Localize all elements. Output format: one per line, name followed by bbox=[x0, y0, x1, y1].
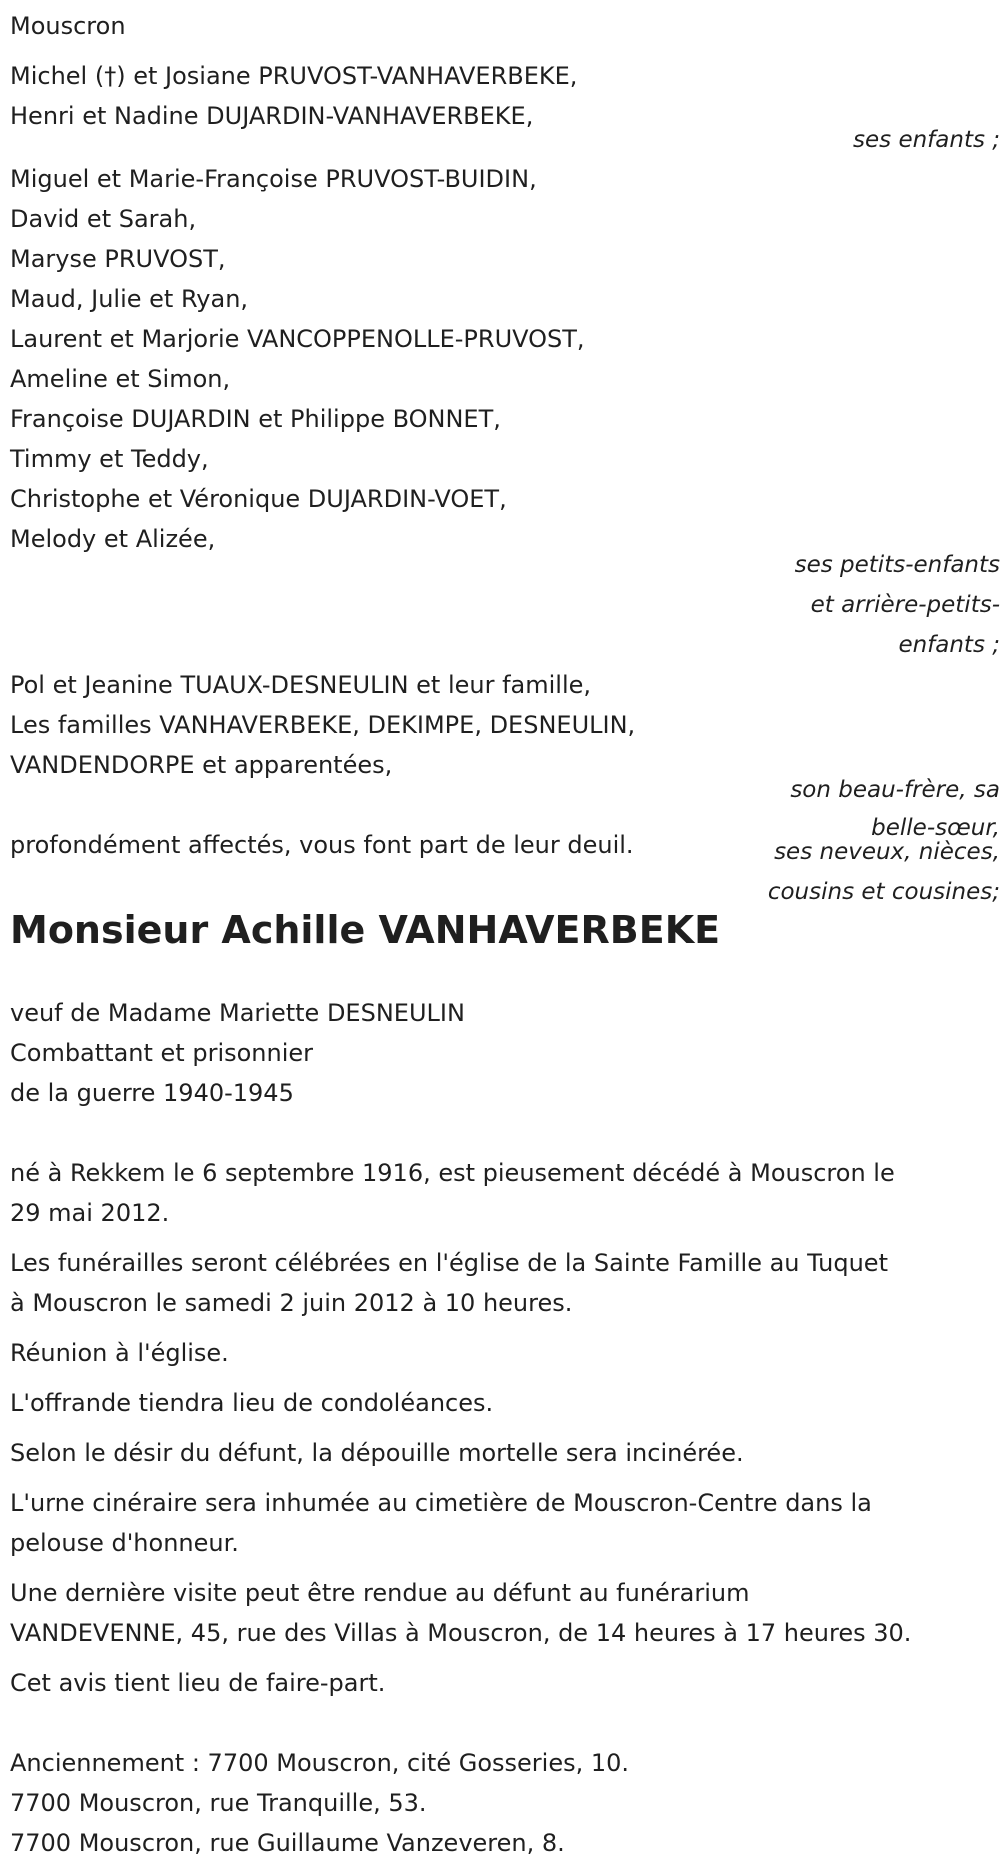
grandchild-line: Miguel et Marie-Françoise PRUVOST-BUIDIN, bbox=[10, 165, 537, 193]
children-line: Michel (†) et Josiane PRUVOST-VANHAVERBEKE, bbox=[10, 62, 578, 90]
grandchild-line: Melody et Alizée, bbox=[10, 525, 216, 553]
paragraph-line: Réunion à l'église. bbox=[10, 1339, 229, 1367]
paragraph-line: L'urne cinéraire sera inhumée au cimetière de Mouscron-Centre dans la bbox=[10, 1489, 872, 1517]
paragraph-line: L'offrande tiendra lieu de condoléances. bbox=[10, 1389, 494, 1417]
family-line: Pol et Jeanine TUAUX-DESNEULIN et leur famille, bbox=[10, 671, 592, 699]
children-role: ses enfants ; bbox=[853, 127, 1000, 153]
announcement: profondément affectés, vous font part de leur deuil. bbox=[10, 831, 634, 859]
family-role: ses neveux, nièces, bbox=[774, 839, 1000, 865]
family-role: son beau-frère, sa bbox=[790, 777, 1000, 803]
deceased-name: Monsieur Achille VANHAVERBEKE bbox=[10, 908, 721, 952]
paragraph-line: 29 mai 2012. bbox=[10, 1199, 170, 1227]
grandchild-line: Timmy et Teddy, bbox=[10, 445, 209, 473]
paragraph-line: Cet avis tient lieu de faire-part. bbox=[10, 1669, 386, 1697]
grandchildren-role: enfants ; bbox=[898, 632, 1000, 658]
grandchild-line: Laurent et Marjorie VANCOPPENOLLE-PRUVOST, bbox=[10, 325, 585, 353]
address-line: Anciennement : 7700 Mouscron, cité Gosseries, 10. bbox=[10, 1749, 630, 1777]
deceased-info: Combattant et prisonnier bbox=[10, 1039, 314, 1067]
deceased-info: veuf de Madame Mariette DESNEULIN bbox=[10, 999, 465, 1027]
address-line: 7700 Mouscron, rue Guillaume Vanzeveren, 8. bbox=[10, 1829, 565, 1857]
paragraph-line: VANDEVENNE, 45, rue des Villas à Mouscron, de 14 heures à 17 heures 30. bbox=[10, 1619, 912, 1647]
family-role: cousins et cousines; bbox=[767, 879, 1000, 905]
grandchild-line: Maryse PRUVOST, bbox=[10, 245, 226, 273]
grandchild-line: Ameline et Simon, bbox=[10, 365, 231, 393]
paragraph-line: Une dernière visite peut être rendue au défunt au funérarium bbox=[10, 1579, 750, 1607]
grandchildren-role: et arrière-petits- bbox=[810, 592, 1000, 618]
grandchild-line: Françoise DUJARDIN et Philippe BONNET, bbox=[10, 405, 501, 433]
city-line: Mouscron bbox=[10, 12, 126, 40]
family-line: VANDENDORPE et apparentées, bbox=[10, 751, 393, 779]
paragraph-line: né à Rekkem le 6 septembre 1916, est pieusement décédé à Mouscron le bbox=[10, 1159, 895, 1187]
grandchild-line: Christophe et Véronique DUJARDIN-VOET, bbox=[10, 485, 507, 513]
grandchildren-role: ses petits-enfants bbox=[794, 552, 1000, 578]
family-role: belle-sœur, bbox=[871, 815, 1000, 841]
paragraph-line: à Mouscron le samedi 2 juin 2012 à 10 heures. bbox=[10, 1289, 573, 1317]
family-line: Les familles VANHAVERBEKE, DEKIMPE, DESNEULIN, bbox=[10, 711, 636, 739]
paragraph-line: Selon le désir du défunt, la dépouille mortelle sera incinérée. bbox=[10, 1439, 744, 1467]
children-line: Henri et Nadine DUJARDIN-VANHAVERBEKE, bbox=[10, 102, 534, 130]
deceased-info: de la guerre 1940-1945 bbox=[10, 1079, 294, 1107]
grandchild-line: Maud, Julie et Ryan, bbox=[10, 285, 249, 313]
paragraph-line: pelouse d'honneur. bbox=[10, 1529, 239, 1557]
paragraph-line: Les funérailles seront célébrées en l'église de la Sainte Famille au Tuquet bbox=[10, 1249, 888, 1277]
address-line: 7700 Mouscron, rue Tranquille, 53. bbox=[10, 1789, 427, 1817]
grandchild-line: David et Sarah, bbox=[10, 205, 197, 233]
